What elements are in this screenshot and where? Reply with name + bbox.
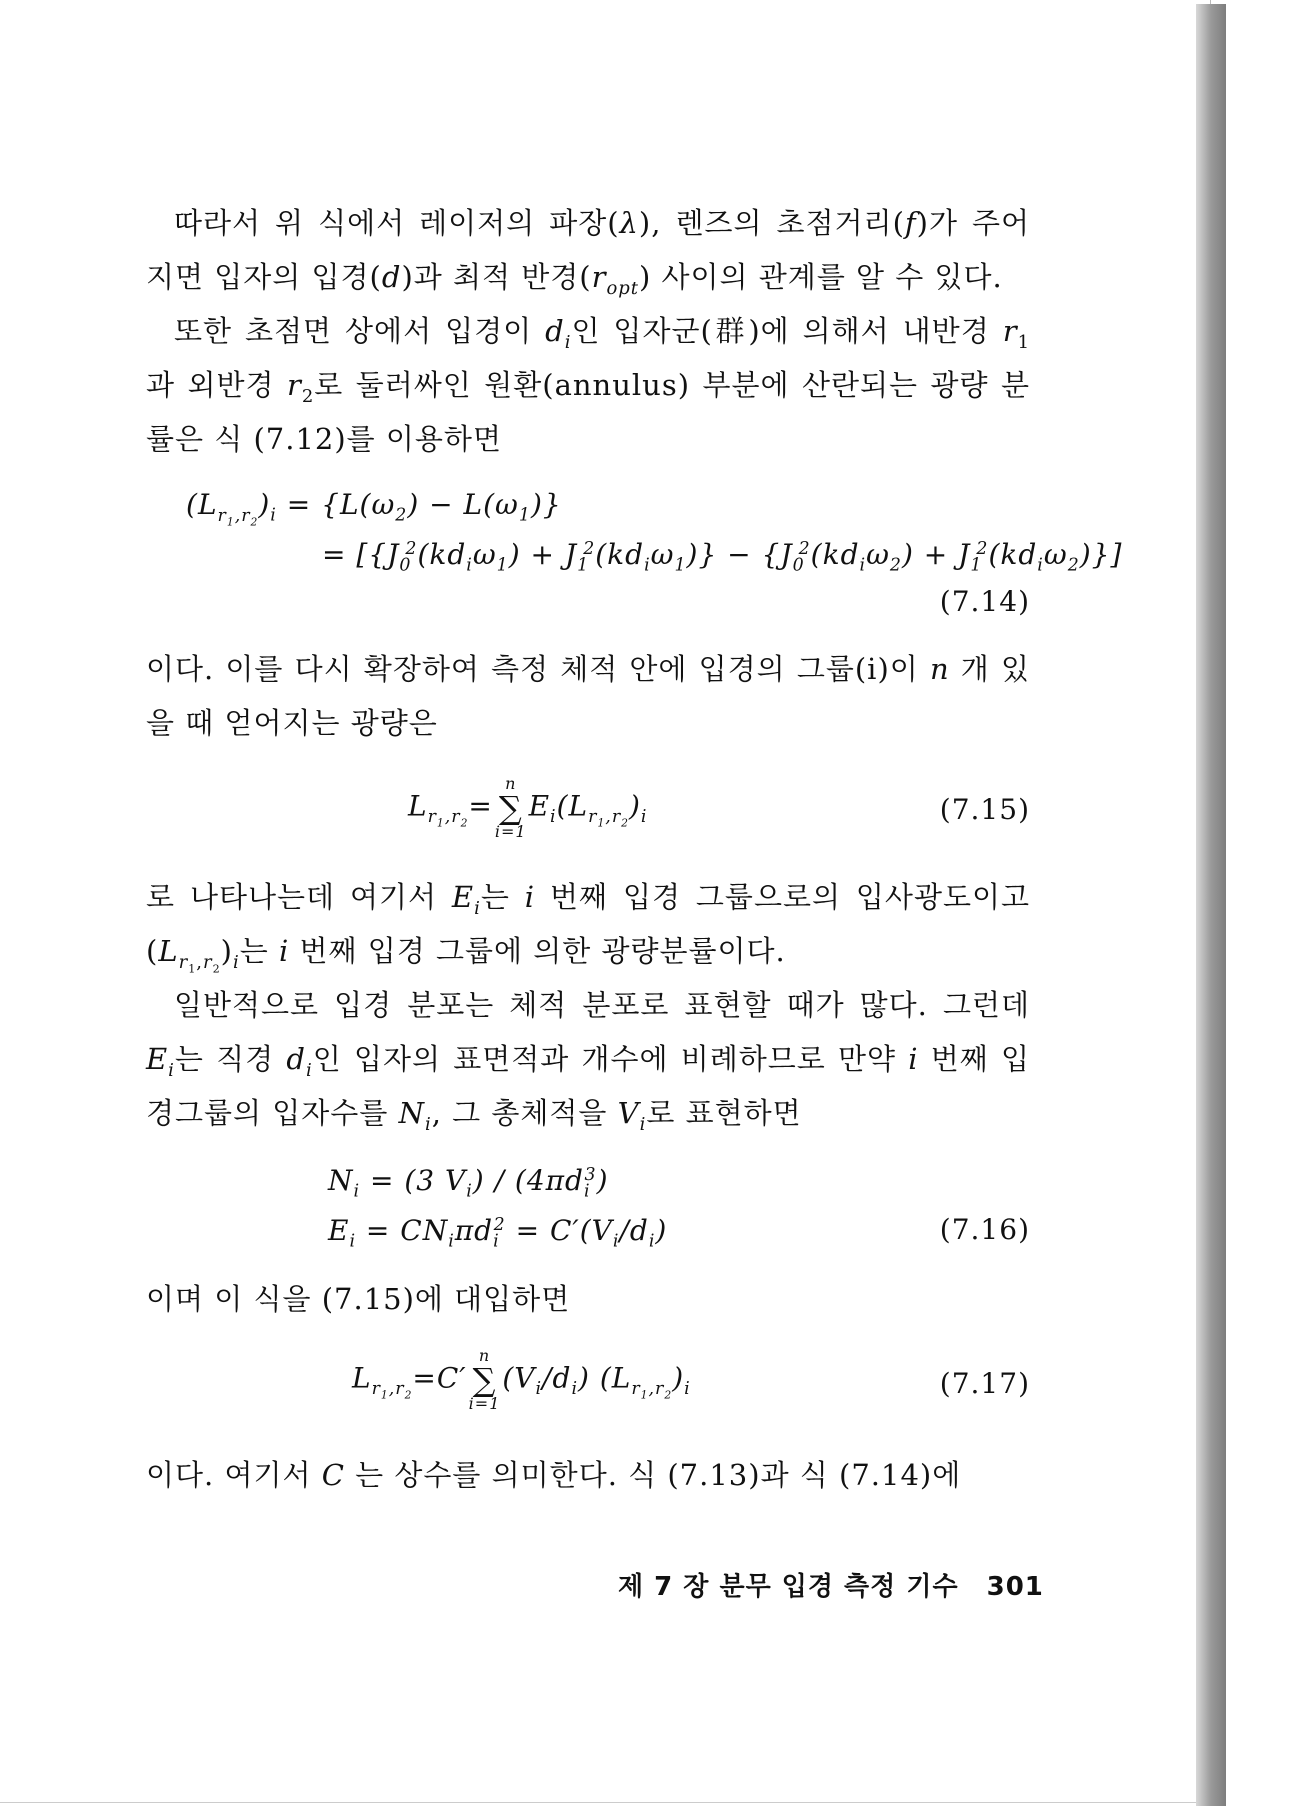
equation-7-16-line-1: $N_i = (3$ $V_i) / (4\pi d_i^3)$ xyxy=(328,1164,609,1202)
paragraph-6: 이며 이 식을 (7.15)에 대입하면 xyxy=(146,1282,571,1316)
equation-7-14-line-2: = $[\{J_0^2(kd_i\omega_1) + J_1^2(kd_i\omega_1)\} - \{J_0^2(kd_i\omega_2) + J_1^2(kd_i\omega_2)\}]$ xyxy=(322,538,1123,576)
equation-7-15 xyxy=(146,768,1030,856)
summation-sign: n ∑ i=1 xyxy=(494,774,527,841)
paragraph-5: 일반적으로 입경 분포는 체적 분포로 표현할 때가 많다. 그런데 $E_i$는 직경 $d_i$인 입자의 표면적과 개수에 비례하므로 만약 i 번째 입경그룹의 입자수를 $N_i$, 그 총체적을 $V_i$로 표현하면 xyxy=(146,988,1030,1135)
paragraph-4: 로 나타나는데 여기서 $E_i$는 i 번째 입경 그룹으로의 입사광도이고 $(L_{r_1,r_2})_i$는 i 번째 입경 그룹에 의한 광량분률이다. xyxy=(146,880,1031,976)
paragraph-1: 따라서 위 식에서 레이저의 파장(λ), 렌즈의 초점거리(f)가 주어지면 입자의 입경(d)과 최적 반경$(r_{opt})$ 사이의 관계를 알 수 있다. xyxy=(146,206,1030,299)
equation-number: (7.14) xyxy=(939,585,1030,618)
page-body xyxy=(146,196,1123,1502)
summation-sign: n ∑ i=1 xyxy=(468,1346,501,1413)
equation-7-16-line-2: $E_i = CN_i\pi d_i^2 = C'(V_i/d_i)$ xyxy=(328,1214,668,1252)
paragraph-2: 또한 초점면 상에서 입경이 $d_i$인 입자군(群)에 의해서 내반경 $r_1$과 외반경 $r_2$로 둘러싸인 원환(annulus) 부분에 산란되는 광량 분률은 식 (7.12)를 이용하면 xyxy=(146,314,1031,456)
equation-7-14 xyxy=(146,480,1123,624)
equation-7-14-line-1: $(L_{r_1,r_2})_i = \{L(\omega_2) - L(\omega_1)\}$ xyxy=(186,488,562,529)
page-number: 301 xyxy=(986,1572,1044,1602)
paragraph-3: 이다. 이를 다시 확장하여 측정 체적 안에 입경의 그룹(i)이 n 개 있을 때 얻어지는 광량은 xyxy=(146,652,1030,740)
equation-number: (7.16) xyxy=(939,1213,1030,1246)
page-footer xyxy=(618,1566,1044,1603)
paragraph-7: 이다. 여기서 C 는 상수를 의미한다. 식 (7.13)과 식 (7.14)에 xyxy=(146,1458,962,1492)
page-edge-shadow xyxy=(1196,4,1226,1806)
equation-7-17-body: $L_{r_1,r_2}=C'$ n ∑ i=1 $(V_i/d_i)$ $(L_{r_1,r_2})_i$ xyxy=(352,1346,691,1413)
equation-7-15-body: $L_{r_1,r_2}=$ n ∑ i=1 $E_i(L_{r_1,r_2})_i$ xyxy=(408,774,648,841)
equation-7-16 xyxy=(146,1156,1030,1256)
equation-number: (7.17) xyxy=(939,1367,1030,1400)
chapter-title: 제 7 장 분무 입경 측정 기수 xyxy=(618,1572,959,1602)
equation-number: (7.15) xyxy=(939,793,1030,826)
equation-7-17 xyxy=(146,1340,1030,1432)
